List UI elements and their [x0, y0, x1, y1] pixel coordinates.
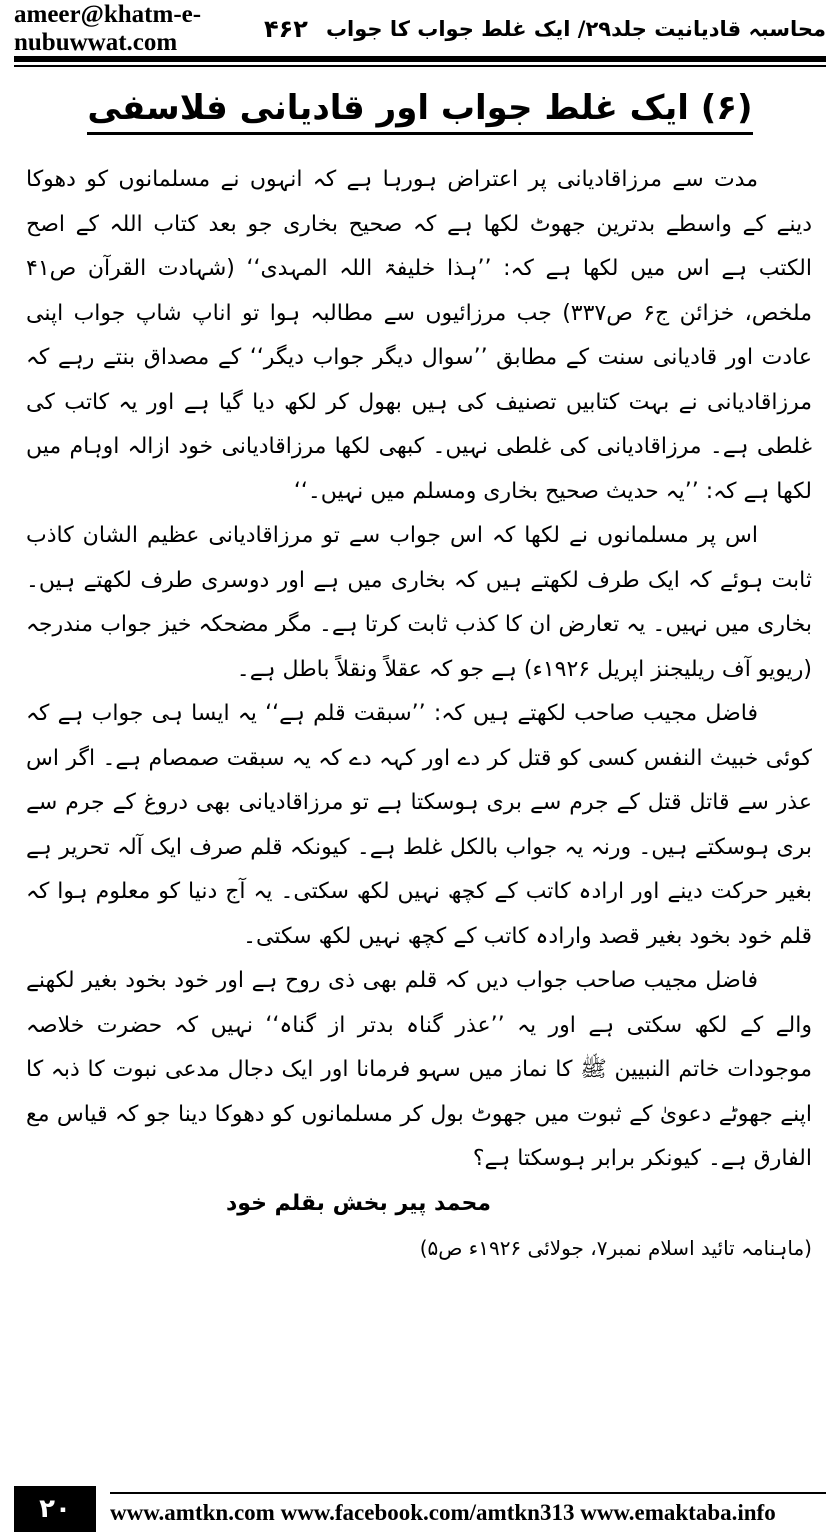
paragraph-1: مدت سے مرزاقادیانی پر اعتراض ہورہا ہے کہ انہوں نے مسلمانوں کو دھوکا دینے کے واسطے بدترین جھوٹ لکھا ہے کہ صحیح بخاری جو بعد کتاب اللہ کے اصح الکتب ہے اس میں لکھا ہے کہ: ’’ہذا خلیفۃ اللہ المہدی‘‘ (شہادت القرآن ص۴۱ ملخص، خزائن ج۶ ص۳۳۷) جب مرزائیوں سے مطالبہ ہوا تو اناپ شاپ جواب اپنی عادت اور قادیانی سنت کے مطابق ’’سوال دیگر جواب دیگر‘‘ کے مصداق بنتے رہے کہ مرزاقادیانی نے بہت کتابیں تصنیف کی ہیں بھول کر لکھ دیا گیا ہے اور یہ کاتب کی غلطی ہے۔ مرزاقادیانی کی غلطی نہیں۔ کبھی لکھا مرزاقادیانی خود ازالہ اوہام میں لکھا ہے کہ: ’’یہ حدیث صحیح بخاری ومسلم میں نہیں۔‘‘	[26, 167, 812, 504]
header-rule-thin	[14, 65, 826, 67]
header-title-group	[264, 15, 826, 43]
section-title-text: (۶) ایک غلط جواب اور قادیانی فلاسفی	[87, 88, 752, 135]
page-header	[14, 1, 826, 56]
signature-row	[26, 1182, 812, 1227]
footer-page-number: ۲۰	[14, 1486, 96, 1532]
article-body	[26, 158, 812, 1271]
paragraph-4: فاضل مجیب صاحب جواب دیں کہ قلم بھی ذی روح ہے اور خود بخود بغیر لکھنے والے کے لکھ سکتی ہے اور یہ ’’عذر گناہ بدتر از گناہ‘‘ نہیں کہ حضرت خلاصہ موجودات خاتم النبیین ﷺ کا نماز میں سہو فرمانا اور ایک دجال مدعی نبوت کا ذبہ کا اپنے جھوٹے دعویٰ کے ثبوت میں جھوٹ بول کر مسلمانوں کو دھوکا دینا جو کہ قیاس مع الفارق ہے۔ کیونکر برابر ہوسکتا ہے؟	[26, 968, 812, 1171]
paragraph-3: فاضل مجیب صاحب لکھتے ہیں کہ: ’’سبقت قلم ہے‘‘ یہ ایسا ہی جواب ہے کہ کوئی خبیث النفس کسی کو قتل کر دے اور کہہ دے کہ یہ سبقت صمصام ہے۔ اگر اس عذر سے قاتل قتل کے جرم سے بری ہوسکتا ہے تو مرزاقادیانی بھی دروغ کے جرم سے بری ہوسکتے ہیں۔ ورنہ یہ جواب بالکل غلط ہے۔ کیونکہ قلم صرف ایک آلہ تحریر ہے بغیر حرکت دینے اور ارادہ کاتب کے کچھ نہیں لکھ سکتی۔ یہ آج دنیا کو معلوم ہوا کہ قلم خود بخود بغیر قصد وارادہ کاتب کے کچھ نہیں لکھ سکتی۔	[26, 701, 812, 949]
header-title: محاسبہ قادیانیت جلد۲۹/ ایک غلط جواب کا جواب	[325, 17, 826, 41]
paragraph-2: اس پر مسلمانوں نے لکھا کہ اس جواب سے تو مرزاقادیانی عظیم الشان کاذب ثابت ہوئے کہ ایک طرف لکھتے ہیں کہ بخاری میں ہے اور دوسری طرف لکھتے ہیں۔ بخاری میں نہیں۔ یہ تعارض ان کا کذب ثابت کرتا ہے۔ مگر مضحکہ خیز جواب مندرجہ (ریویو آف ریلیجنز اپریل ۱۹۲۶ء) ہے جو کہ عقلاً ونقلاً باطل ہے۔	[26, 523, 812, 682]
footer-urls[interactable]: www.amtkn.com www.facebook.com/amtkn313 www.emaktaba.info	[110, 1500, 776, 1525]
source-citation: (ماہنامہ تائید اسلام نمبر۷، جولائی ۱۹۲۶ء ص۵)	[419, 1236, 812, 1260]
page-footer	[14, 1486, 826, 1532]
section-title	[0, 88, 840, 128]
header-page-number: ۴۶۲	[263, 15, 308, 43]
header-rule-thick	[14, 56, 826, 62]
header-email: ameer@khatm-e-nubuwwat.com	[14, 1, 202, 56]
footer-rule	[110, 1492, 826, 1494]
signature: محمد پیر بخش بقلم خود	[226, 1190, 491, 1216]
footer-links	[96, 1486, 826, 1532]
